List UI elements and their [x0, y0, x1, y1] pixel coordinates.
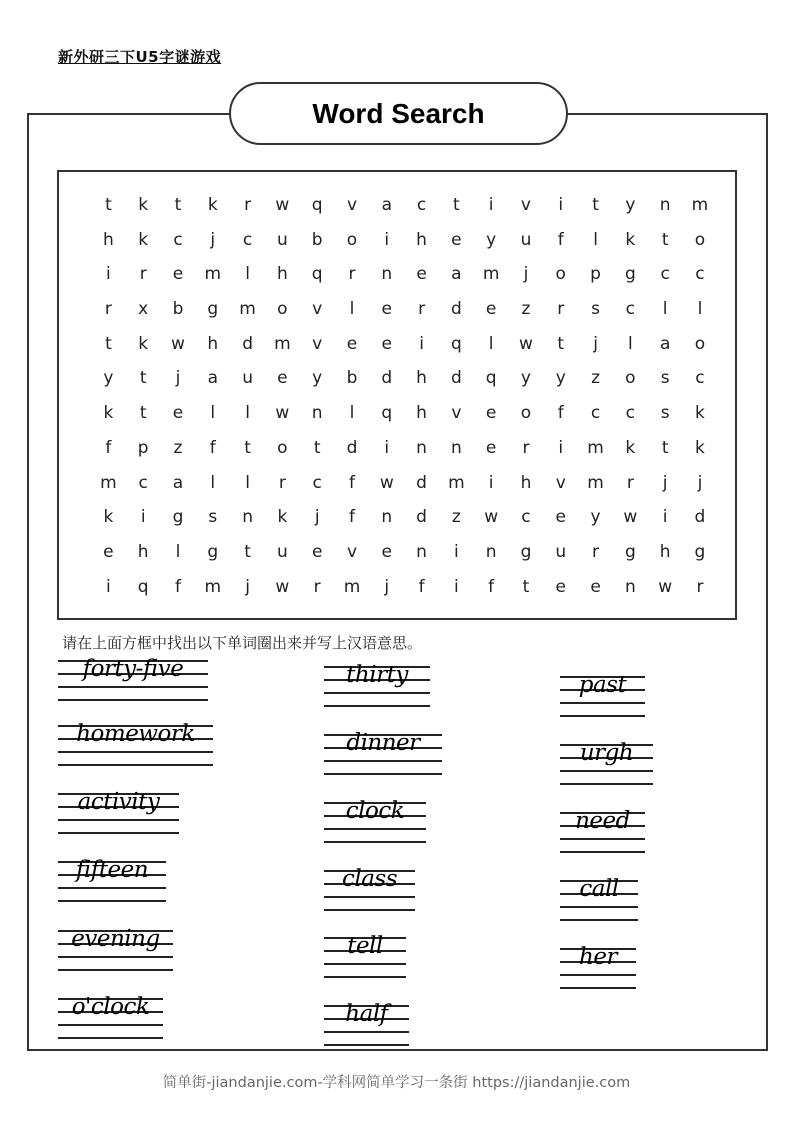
grid-cell[interactable]: t	[557, 333, 565, 354]
grid-cell[interactable]: f	[348, 507, 355, 528]
grid-cell[interactable]: t	[244, 541, 251, 562]
grid-cell[interactable]: c	[695, 368, 705, 389]
grid-cell[interactable]: c	[312, 472, 322, 493]
grid-cell[interactable]: l	[349, 403, 355, 424]
grid-cell[interactable]: b	[311, 229, 323, 250]
grid-cell[interactable]: h	[103, 229, 114, 250]
word-item	[324, 662, 430, 707]
grid-cell[interactable]: z	[521, 299, 531, 320]
grid-cell[interactable]: i	[558, 195, 564, 215]
grid-cell[interactable]: r	[696, 576, 704, 597]
grid-cell[interactable]: y	[520, 368, 531, 389]
grid-cell[interactable]: k	[103, 507, 114, 528]
grid-cell[interactable]: o	[694, 333, 706, 354]
grid-cell[interactable]: v	[520, 195, 531, 215]
grid-cell[interactable]: r	[626, 472, 634, 493]
grid-cell[interactable]: v	[346, 541, 357, 562]
grid-cell[interactable]: f	[488, 576, 495, 597]
grid-cell[interactable]: u	[520, 229, 532, 250]
grid-cell[interactable]: n	[485, 541, 497, 562]
grid-cell[interactable]: u	[276, 229, 288, 250]
grid-cell[interactable]: s	[660, 368, 670, 389]
grid-cell[interactable]: t	[661, 229, 669, 250]
grid-cell[interactable]: d	[381, 368, 393, 389]
grid-cell[interactable]: m	[448, 472, 465, 493]
grid-cell[interactable]: k	[207, 195, 218, 215]
grid-cell[interactable]: e	[311, 541, 323, 562]
word-text: evening	[71, 926, 160, 952]
grid-cell[interactable]: e	[590, 576, 601, 597]
grid-cell[interactable]: o	[555, 264, 566, 285]
word-item	[58, 721, 213, 766]
grid-cell[interactable]: r	[557, 299, 565, 320]
grid-cell[interactable]: g	[520, 541, 532, 562]
grid-cell[interactable]: r	[348, 264, 356, 285]
word-text: forty-five	[82, 656, 184, 682]
grid-cell[interactable]: w	[171, 333, 185, 354]
word-text: tell	[347, 933, 383, 959]
grid-cell[interactable]: q	[311, 264, 323, 285]
grid-cell[interactable]: y	[486, 229, 497, 250]
grid-cell[interactable]: k	[138, 195, 149, 215]
word-item	[324, 1001, 409, 1046]
grid-cell[interactable]: k	[695, 403, 705, 424]
word-text: homework	[76, 721, 195, 747]
grid-cell[interactable]: w	[275, 195, 290, 215]
grid-cell[interactable]: n	[659, 195, 671, 215]
grid-cell[interactable]: a	[381, 195, 392, 215]
grid-cell[interactable]: l	[627, 333, 633, 354]
grid-cell[interactable]: s	[591, 299, 600, 320]
grid-cell[interactable]: c	[242, 229, 253, 250]
grid-cell[interactable]: r	[139, 264, 147, 285]
grid-cell[interactable]: e	[172, 264, 184, 285]
grid-cell[interactable]: c	[660, 264, 670, 285]
grid-cell[interactable]: g	[207, 541, 219, 562]
grid-cell[interactable]: z	[173, 437, 183, 458]
grid-cell[interactable]: y	[103, 368, 114, 389]
grid-cell[interactable]: l	[210, 403, 216, 424]
grid-cell[interactable]: d	[346, 437, 358, 458]
grid-cell[interactable]: k	[138, 333, 149, 354]
grid-cell[interactable]: i	[488, 195, 494, 215]
word-text: thirty	[346, 662, 408, 688]
grid-cell[interactable]: t	[139, 368, 147, 389]
grid-cell[interactable]: a	[207, 368, 218, 389]
grid-cell[interactable]: y	[625, 195, 636, 215]
grid-cell[interactable]: e	[381, 541, 392, 562]
grid-cell[interactable]: u	[276, 541, 288, 562]
word-item	[58, 994, 163, 1039]
grid-cell[interactable]: e	[555, 576, 566, 597]
grid-cell[interactable]: k	[138, 229, 149, 250]
grid-cell[interactable]: v	[555, 472, 566, 493]
grid-cell[interactable]: f	[348, 472, 355, 493]
word-item	[324, 730, 442, 775]
grid-cell[interactable]: l	[349, 299, 355, 320]
grid-cell[interactable]: o	[277, 299, 288, 320]
grid-cell[interactable]: l	[488, 333, 494, 354]
grid-cell[interactable]: m	[482, 264, 500, 285]
grid-cell[interactable]: l	[697, 299, 703, 320]
grid-cell[interactable]: m	[587, 437, 604, 458]
grid-cell[interactable]: m	[100, 472, 117, 493]
grid-cell[interactable]: n	[381, 264, 393, 285]
grid-cell[interactable]: d	[450, 299, 462, 320]
grid-cell[interactable]: t	[592, 195, 599, 215]
grid-cell[interactable]: v	[346, 195, 357, 215]
grid-cell[interactable]: w	[519, 333, 533, 354]
grid-cell[interactable]: i	[558, 437, 564, 458]
grid-cell[interactable]: i	[384, 437, 390, 458]
grid-cell[interactable]: l	[245, 264, 250, 285]
grid-cell[interactable]: t	[174, 195, 182, 215]
grid-cell[interactable]: m	[204, 576, 222, 597]
grid-cell[interactable]: m	[587, 472, 604, 493]
grid-cell[interactable]: t	[139, 403, 147, 424]
grid-cell[interactable]: h	[207, 333, 219, 354]
grid-cell[interactable]: v	[312, 299, 323, 320]
word-text: fifteen	[75, 857, 149, 883]
grid-cell[interactable]: g	[624, 541, 636, 562]
grid-cell[interactable]: r	[104, 299, 112, 320]
grid-cell[interactable]: i	[454, 541, 459, 562]
heading-banner	[229, 82, 568, 145]
grid-cell[interactable]: n	[381, 507, 393, 528]
grid-cell[interactable]: m	[239, 299, 256, 320]
grid-cell[interactable]: j	[697, 472, 703, 493]
grid-cell[interactable]: q	[311, 195, 323, 215]
grid-cell[interactable]: l	[662, 299, 668, 320]
grid-cell[interactable]: y	[555, 368, 566, 389]
grid-cell[interactable]: d	[416, 472, 427, 493]
grid-cell[interactable]: c	[590, 403, 601, 424]
grid-cell[interactable]: k	[695, 437, 705, 458]
word-text: urgh	[579, 740, 634, 766]
grid-cell[interactable]: j	[523, 264, 529, 285]
grid-cell[interactable]: i	[419, 333, 424, 354]
grid-cell[interactable]: m	[691, 195, 709, 215]
word-item	[560, 740, 653, 785]
word-text: clock	[345, 798, 405, 824]
grid-cell[interactable]: c	[138, 472, 148, 493]
grid-cell[interactable]: v	[451, 403, 462, 424]
grid-cell[interactable]: h	[520, 472, 532, 493]
grid-cell[interactable]: w	[658, 576, 673, 597]
grid-cell[interactable]: c	[625, 403, 636, 424]
letter-grid	[91, 188, 717, 604]
word-text: call	[579, 876, 619, 902]
word-text: class	[341, 866, 398, 892]
grid-cell[interactable]: i	[140, 507, 146, 528]
word-item	[324, 798, 426, 843]
grid-cell[interactable]: c	[695, 264, 705, 285]
grid-cell[interactable]: n	[311, 403, 323, 424]
grid-cell[interactable]: s	[660, 403, 670, 424]
grid-cell[interactable]: b	[346, 368, 358, 389]
grid-cell[interactable]: f	[174, 576, 181, 597]
grid-cell[interactable]: n	[242, 507, 253, 528]
grid-cell[interactable]: k	[625, 229, 636, 250]
word-item	[58, 926, 173, 971]
grid-cell[interactable]: p	[590, 264, 601, 285]
grid-cell[interactable]: k	[277, 507, 288, 528]
grid-cell[interactable]: o	[277, 437, 288, 458]
grid-cell[interactable]: h	[659, 541, 671, 562]
grid-cell[interactable]: l	[593, 229, 598, 250]
grid-cell[interactable]: w	[275, 576, 290, 597]
grid-cell[interactable]: z	[451, 507, 461, 528]
grid-cell[interactable]: c	[416, 195, 427, 215]
grid-cell[interactable]: j	[314, 507, 320, 528]
grid-cell[interactable]: j	[662, 472, 668, 493]
grid-cell[interactable]: r	[278, 472, 286, 493]
grid-cell[interactable]: p	[137, 437, 149, 458]
grid-cell[interactable]: j	[175, 368, 181, 389]
grid-cell[interactable]: h	[416, 403, 427, 424]
word-item	[58, 656, 208, 701]
grid-cell[interactable]: q	[137, 576, 149, 597]
grid-cell[interactable]: t	[105, 195, 112, 215]
word-item	[560, 672, 645, 717]
grid-cell[interactable]: v	[312, 333, 323, 354]
grid-cell[interactable]: r	[244, 195, 252, 215]
grid-cell[interactable]: k	[103, 403, 114, 424]
grid-cell[interactable]: g	[172, 507, 184, 528]
grid-cell[interactable]: r	[522, 437, 530, 458]
word-item	[560, 876, 638, 921]
grid-cell[interactable]: j	[210, 229, 216, 250]
word-text: need	[575, 808, 630, 834]
grid-cell[interactable]: e	[485, 299, 497, 320]
grid-cell[interactable]: j	[245, 576, 250, 597]
word-text: past	[578, 672, 627, 698]
grid-cell[interactable]: i	[454, 576, 459, 597]
word-text: activity	[77, 789, 160, 815]
word-item	[324, 866, 415, 911]
instruction-text: 请在上面方框中找出以下单词圈出来并写上汉语意思。	[62, 634, 423, 652]
grid-cell[interactable]: e	[381, 333, 392, 354]
grid-cell[interactable]: f	[418, 576, 425, 597]
grid-cell[interactable]: n	[416, 541, 427, 562]
grid-cell[interactable]: a	[659, 333, 671, 354]
grid-cell[interactable]: i	[488, 472, 494, 493]
footer-watermark: 简单街-jiandanjie.com-学科网简单学习一条街 https://jiandanjie.com	[162, 1075, 631, 1091]
document-title: 新外研三下U5字谜游戏	[58, 48, 222, 66]
grid-cell[interactable]: n	[450, 437, 462, 458]
grid-cell[interactable]: d	[694, 507, 706, 528]
grid-cell[interactable]: h	[416, 229, 427, 250]
grid-cell[interactable]: g	[207, 299, 219, 320]
grid-cell[interactable]: m	[204, 264, 222, 285]
grid-cell[interactable]: c	[521, 507, 531, 528]
grid-cell[interactable]: e	[485, 437, 497, 458]
grid-cell[interactable]: m	[274, 333, 291, 354]
grid-cell[interactable]: o	[625, 368, 636, 389]
grid-cell[interactable]: q	[485, 368, 497, 389]
grid-cell[interactable]: e	[451, 229, 462, 250]
grid-cell[interactable]: h	[416, 368, 427, 389]
grid-cell[interactable]: f	[557, 229, 564, 250]
grid-cell[interactable]: i	[106, 576, 111, 597]
grid-cell[interactable]: o	[694, 229, 706, 250]
grid-cell[interactable]: w	[623, 507, 638, 528]
grid-cell[interactable]: e	[277, 368, 288, 389]
grid-cell[interactable]: a	[172, 472, 184, 493]
word-item	[324, 933, 406, 978]
grid-cell[interactable]: b	[172, 299, 184, 320]
grid-cell[interactable]: f	[209, 437, 216, 458]
grid-cell[interactable]: k	[625, 437, 636, 458]
grid-cell[interactable]: e	[381, 299, 392, 320]
word-item	[560, 808, 645, 853]
grid-cell[interactable]: t	[313, 437, 321, 458]
grid-cell[interactable]: l	[175, 541, 181, 562]
word-text: half	[345, 1001, 388, 1027]
word-text: o'clock	[71, 994, 150, 1020]
grid-cell[interactable]: c	[625, 299, 636, 320]
grid-cell[interactable]: l	[245, 403, 250, 424]
grid-cell[interactable]: j	[384, 576, 390, 597]
word-item	[58, 857, 166, 902]
letter-grid-box	[57, 170, 737, 620]
grid-cell[interactable]: o	[520, 403, 532, 424]
grid-cell[interactable]: e	[485, 403, 497, 424]
grid-cell[interactable]: e	[172, 403, 184, 424]
grid-cell[interactable]: i	[662, 507, 668, 528]
grid-cell[interactable]: y	[312, 368, 323, 389]
grid-cell[interactable]: w	[484, 507, 499, 528]
grid-cell[interactable]: d	[242, 333, 253, 354]
grid-cell[interactable]: n	[624, 576, 636, 597]
grid-cell[interactable]: f	[557, 403, 564, 424]
grid-cell[interactable]: h	[137, 541, 149, 562]
grid-cell[interactable]: t	[244, 437, 251, 458]
grid-cell[interactable]: a	[451, 264, 462, 285]
heading-text: Word Search	[312, 97, 485, 129]
grid-cell[interactable]: z	[591, 368, 601, 389]
grid-cell[interactable]: c	[173, 229, 183, 250]
grid-cell[interactable]: t	[453, 195, 460, 215]
grid-cell[interactable]: e	[346, 333, 358, 354]
grid-cell[interactable]: q	[450, 333, 462, 354]
grid-cell[interactable]: f	[105, 437, 112, 458]
grid-cell[interactable]: r	[313, 576, 321, 597]
grid-cell[interactable]: d	[450, 368, 462, 389]
grid-cell[interactable]: u	[555, 541, 567, 562]
grid-cell[interactable]: t	[522, 576, 530, 597]
grid-cell[interactable]: u	[242, 368, 253, 389]
grid-cell[interactable]: t	[105, 333, 112, 354]
grid-cell[interactable]: d	[416, 507, 427, 528]
grid-cell[interactable]: n	[416, 437, 427, 458]
grid-cell[interactable]: h	[276, 264, 288, 285]
grid-cell[interactable]: i	[106, 264, 111, 285]
grid-cell[interactable]: r	[592, 541, 600, 562]
grid-cell[interactable]: t	[661, 437, 669, 458]
grid-cell[interactable]: m	[343, 576, 361, 597]
word-item	[58, 789, 179, 834]
word-text: her	[579, 944, 617, 970]
grid-cell[interactable]: r	[418, 299, 426, 320]
word-text: dinner	[346, 730, 420, 756]
grid-cell[interactable]: s	[208, 507, 218, 528]
grid-cell[interactable]: e	[103, 541, 114, 562]
grid-cell[interactable]: g	[624, 264, 636, 285]
grid-cell[interactable]: x	[138, 299, 149, 320]
grid-cell[interactable]: l	[210, 472, 216, 493]
grid-cell[interactable]: i	[384, 229, 390, 250]
grid-cell[interactable]: w	[275, 403, 290, 424]
grid-cell[interactable]: e	[416, 264, 427, 285]
grid-cell[interactable]: g	[694, 541, 706, 562]
grid-cell[interactable]: w	[379, 472, 394, 493]
word-item	[560, 944, 636, 989]
grid-cell[interactable]: j	[593, 333, 598, 354]
grid-cell[interactable]: y	[590, 507, 601, 528]
grid-cell[interactable]: o	[346, 229, 358, 250]
grid-cell[interactable]: q	[381, 403, 393, 424]
grid-cell[interactable]: e	[555, 507, 566, 528]
grid-cell[interactable]: l	[245, 472, 250, 493]
